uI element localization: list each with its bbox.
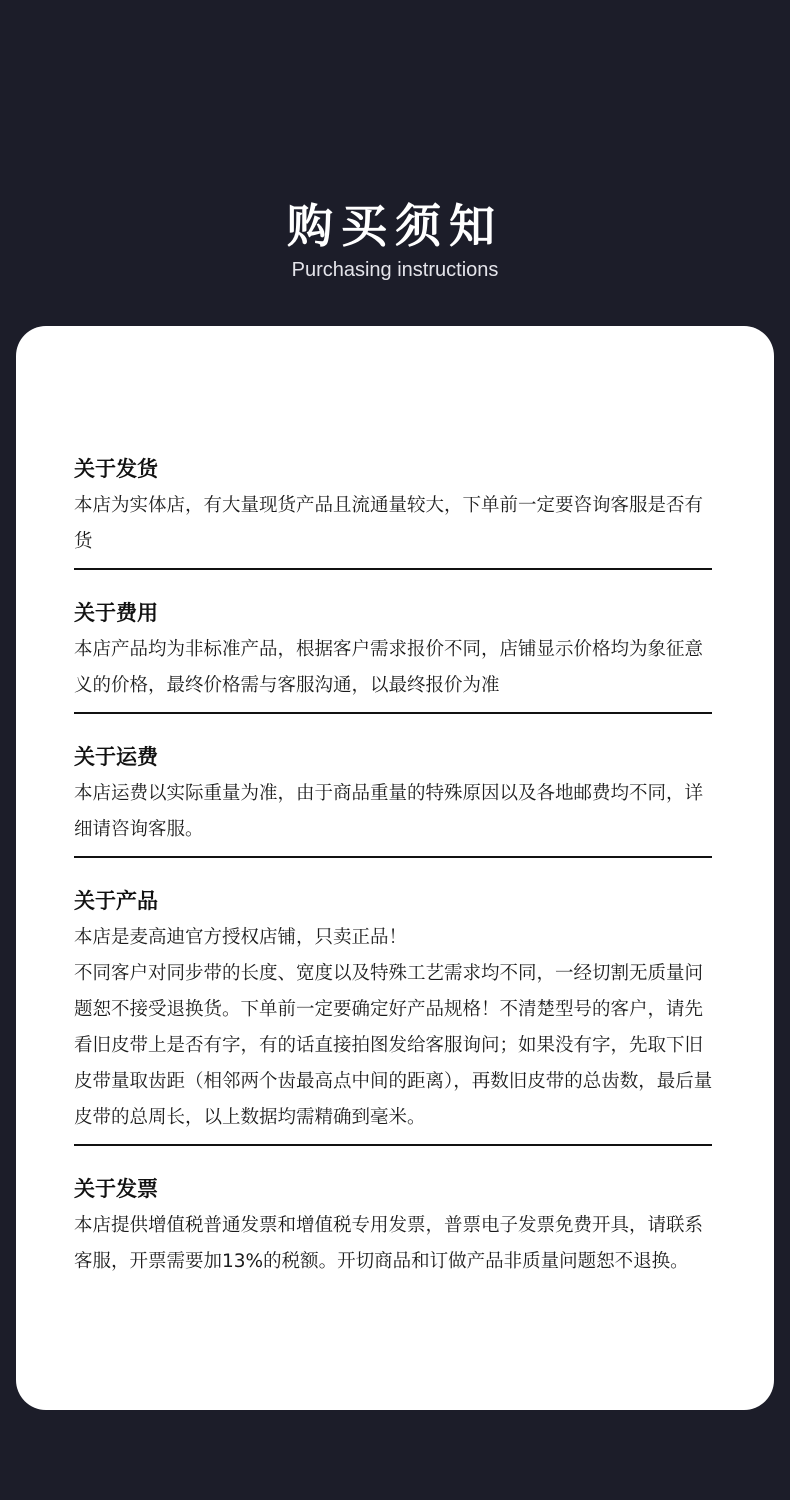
section-title: 关于发票 xyxy=(74,1177,158,1201)
section-paragraph: 本店提供增值税普通发票和增值税专用发票，普票电子发票免费开具，请联系客服，开票需要加13%的税额。开切商品和订做产品非质量问题恕不退换。 xyxy=(74,1215,704,1272)
section-title: 关于产品 xyxy=(74,889,158,913)
section-paragraph: 本店运费以实际重量为准，由于商品重量的特殊原因以及各地邮费均不同，详细请咨询客服。 xyxy=(74,783,704,840)
section-fees xyxy=(74,598,714,714)
section-divider xyxy=(74,568,712,570)
instructions-list xyxy=(74,454,714,1280)
section-paragraph: 本店产品均为非标准产品，根据客户需求报价不同，店铺显示价格均为象征意义的价格，最终价格需与客服沟通，以最终报价为准 xyxy=(74,639,704,696)
section-title: 关于费用 xyxy=(74,601,158,625)
section-divider xyxy=(74,1144,712,1146)
page-title: 购买须知 xyxy=(287,199,503,253)
section-title: 关于运费 xyxy=(74,745,158,769)
section-body xyxy=(74,920,714,1136)
section-product xyxy=(74,886,714,1146)
section-freight xyxy=(74,742,714,858)
section-divider xyxy=(74,856,712,858)
section-paragraph: 本店是麦高迪官方授权店铺，只卖正品！ xyxy=(74,927,408,948)
section-body xyxy=(74,1208,714,1280)
section-divider xyxy=(74,712,712,714)
page-subtitle: Purchasing instructions xyxy=(291,259,499,281)
section-paragraph: 不同客户对同步带的长度、宽度以及特殊工艺需求均不同，一经切割无质量问题恕不接受退换货。下单前一定要确定好产品规格！不清楚型号的客户，请先看旧皮带上是否有字，有的话直接拍图发给客服询问；如果没有字，先取下旧皮带量取齿距（相邻两个齿最高点中间的距离），再数旧皮带的总齿数，最后量皮带的总周长，以上数据均需精确到毫米。 xyxy=(74,963,713,1128)
section-body xyxy=(74,488,714,560)
instructions-card xyxy=(16,326,774,1410)
section-body xyxy=(74,632,714,704)
section-body xyxy=(74,776,714,848)
section-invoice xyxy=(74,1174,714,1280)
section-paragraph: 本店为实体店，有大量现货产品且流通量较大，下单前一定要咨询客服是否有货 xyxy=(74,495,704,552)
section-title: 关于发货 xyxy=(74,457,158,481)
section-shipping xyxy=(74,454,714,570)
